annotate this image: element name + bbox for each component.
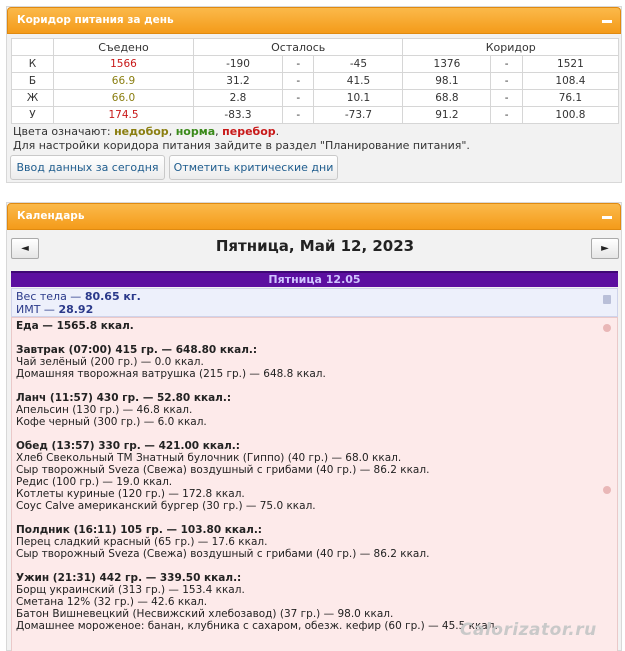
mark-critical-days-button[interactable]: Отметить критические дни [169,155,338,180]
header-corridor: Коридор [403,39,619,56]
dash: - [282,56,313,73]
weight-box[interactable] [11,288,618,317]
apple-icon[interactable] [603,324,611,332]
dash: - [282,90,313,107]
next-day-button[interactable]: ► [591,238,619,259]
legend-under: недобор [114,125,169,138]
food-total: Еда — 1565.8 ккал. [16,320,134,332]
remaining-min: -190 [194,56,283,73]
row-label: У [12,107,54,124]
table-row [12,73,619,90]
remaining-min: 2.8 [194,90,283,107]
meal-title[interactable]: Обед (13:57) 330 гр. — 421.00 ккал.: [16,440,240,452]
header-eaten: Съедено [54,39,194,56]
legend-over: перебор [222,125,276,138]
bmi-value: 28.92 [58,303,94,316]
legend-normal: норма [175,125,216,138]
enter-today-button[interactable]: Ввод данных за сегодня [10,155,165,180]
meal-gap [16,512,613,524]
meal-gap [16,380,613,392]
corridor-min: 1376 [403,56,491,73]
calendar-panel [6,202,622,651]
meal-item[interactable]: Чай зелёный (200 гр.) — 0.0 ккал. [16,356,204,368]
corridor-hint: Для настройки коридора питания зайдите в раздел "Планирование питания". [13,139,470,152]
prev-day-button[interactable]: ◄ [11,238,39,259]
corridor-panel-header[interactable] [7,7,621,34]
meal-title[interactable]: Ланч (11:57) 430 гр. — 52.80 ккал.: [16,392,232,404]
meal-item[interactable]: Домашнее мороженое: банан, клубника с сахаром, обезж. кефир (60 гр.) — 45.5 ккал. [16,620,498,632]
weight-value: 80.65 кг. [84,290,141,303]
corridor-max: 108.4 [522,73,618,90]
meal-item[interactable]: Перец сладкий красный (65 гр.) — 17.6 ккал. [16,536,268,548]
eaten-value: 66.9 [54,73,194,90]
calendar-panel-title: Календарь [17,210,85,222]
trash-icon[interactable] [603,295,611,304]
calendar-panel-header[interactable] [7,203,621,230]
row-label: Б [12,73,54,90]
corridor-panel-title: Коридор питания за день [17,14,174,26]
color-legend: Цвета означают: недобор, норма, перебор. [13,125,280,138]
remaining-min: 31.2 [194,73,283,90]
table-row [12,56,619,73]
remaining-max: 41.5 [314,73,403,90]
header-remaining: Осталось [194,39,403,56]
remaining-min: -83.3 [194,107,283,124]
table-header-row [12,39,619,56]
corridor-table [11,38,619,124]
meal-item[interactable]: Редис (100 гр.) — 19.0 ккал. [16,476,173,488]
table-row [12,90,619,107]
meal-title[interactable]: Ужин (21:31) 442 гр. — 339.50 ккал.: [16,572,242,584]
collapse-icon[interactable] [602,20,612,23]
corridor-max: 76.1 [522,90,618,107]
meal-item[interactable]: Сыр творожный Sveza (Свежа) воздушный с грибами (40 гр.) — 86.2 ккал. [16,464,430,476]
watermark: Calorizator.ru [460,620,597,640]
meal-title[interactable]: Полдник (16:11) 105 гр. — 103.80 ккал.: [16,524,263,536]
corridor-min: 68.8 [403,90,491,107]
meal-item[interactable]: Апельсин (130 гр.) — 46.8 ккал. [16,404,193,416]
dash: - [491,90,522,107]
day-header[interactable]: Пятница 12.05 [11,271,618,287]
remaining-max: 10.1 [314,90,403,107]
collapse-icon[interactable] [602,216,612,219]
meal-gap [16,332,613,344]
eaten-value: 66.0 [54,90,194,107]
corridor-min: 91.2 [403,107,491,124]
meal-item[interactable]: Домашняя творожная ватрушка (215 гр.) — 648.8 ккал. [16,368,326,380]
meal-list [16,332,613,632]
meal-gap [16,428,613,440]
meal-item[interactable]: Кофе черный (300 гр.) — 6.0 ккал. [16,416,207,428]
dash: - [491,107,522,124]
meal-item[interactable]: Сыр творожный Sveza (Свежа) воздушный с грибами (40 гр.) — 86.2 ккал. [16,548,430,560]
meal-item[interactable]: Борщ украинский (313 гр.) — 153.4 ккал. [16,584,245,596]
meal-item[interactable]: Хлеб Свекольный ТМ Знатный булочник (Гиппо) (40 гр.) — 68.0 ккал. [16,452,402,464]
dash: - [282,73,313,90]
remaining-max: -45 [314,56,403,73]
row-label: К [12,56,54,73]
meal-item[interactable]: Батон Вишневецкий (Несвижский хлебозавод) (37 гр.) — 98.0 ккал. [16,608,394,620]
dash: - [491,56,522,73]
eaten-value: 174.5 [54,107,194,124]
corridor-max: 1521 [522,56,618,73]
eaten-value: 1566 [54,56,194,73]
meal-item[interactable]: Соус Calve американский бургер (30 гр.) — 75.0 ккал. [16,500,316,512]
meal-item[interactable]: Сметана 12% (32 гр.) — 42.6 ккал. [16,596,208,608]
dash: - [282,107,313,124]
food-box[interactable] [11,317,618,651]
date-title: Пятница, Май 12, 2023 [215,237,415,255]
corridor-max: 100.8 [522,107,618,124]
apple-icon[interactable] [603,486,611,494]
remaining-max: -73.7 [314,107,403,124]
corridor-min: 98.1 [403,73,491,90]
dash: - [491,73,522,90]
meal-gap [16,560,613,572]
bmi-line: ИМТ — 28.92 [16,303,94,316]
corridor-panel [6,6,622,183]
meal-title[interactable]: Завтрак (07:00) 415 гр. — 648.80 ккал.: [16,344,258,356]
meal-item[interactable]: Котлеты куриные (120 гр.) — 172.8 ккал. [16,488,245,500]
table-row [12,107,619,124]
weight-line: Вес тела — 80.65 кг. [16,290,141,303]
row-label: Ж [12,90,54,107]
